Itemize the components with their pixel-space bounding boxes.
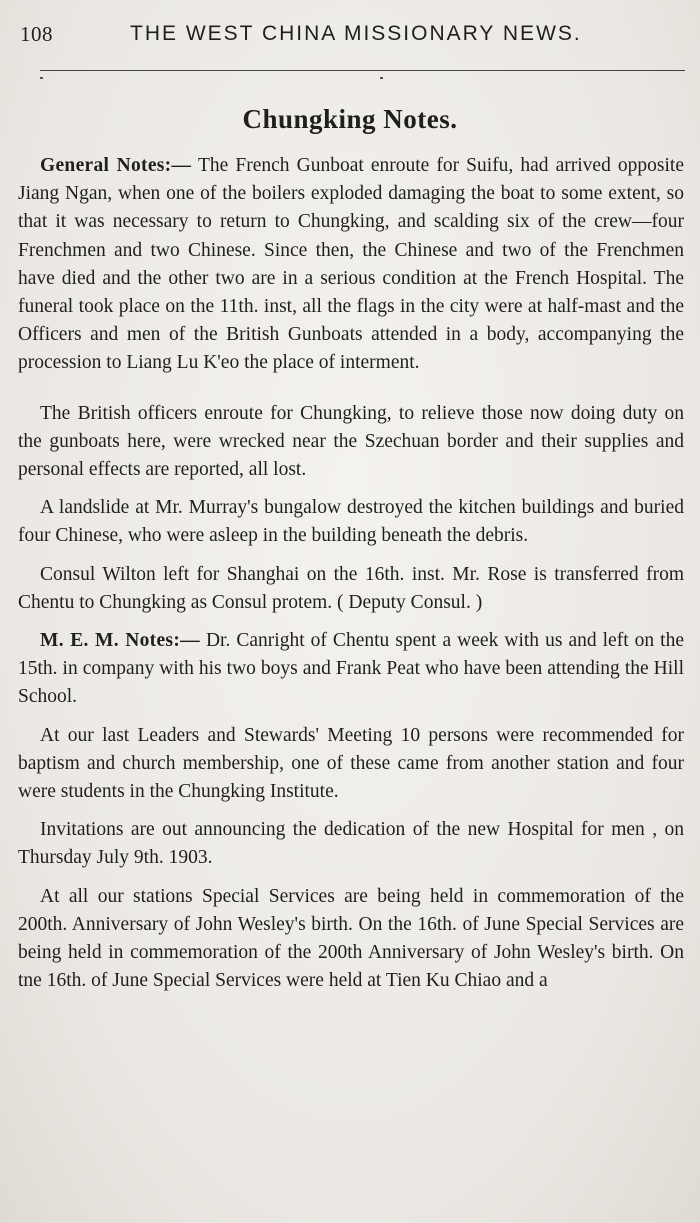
journal-title: THE WEST CHINA MISSIONARY NEWS.	[130, 22, 582, 45]
paragraph-text: At all our stations Special Services are being held in commemoration of the 200th. Anniversary of John Wesley's birth. On the 16th. of June Special Services are being held in commemoration of the 200th Anniversary of John Wesley's birth. On tne 16th. of June Special Services were held at Tien Ku Chiao and a	[18, 885, 684, 992]
section-title: Chungking Notes.	[242, 104, 458, 134]
paragraph-text: The French Gunboat enroute for Suifu, had arrived opposite Jiang Ngan, when one of the boilers exploded damaging the boat to some extent, so that it was necessary to return to Chungking, and scalding six of the crew—four Frenchmen and two Chinese. Since then, the Chinese and two of the Frenchmen have died and the other two are in a serious condition at the French Hospital. The funeral took place on the 11th. inst, all the flags in the city were at half-mast and the Officers and men of the British Gunboats attended in a body, accompanying the procession to Liang Lu K'eo the place of interment.	[18, 155, 684, 374]
paragraph-text: Invitations are out announcing the dedication of the new Hospital for men , on Thursday July 9th. 1903.	[18, 819, 684, 869]
paragraph-leaders-meeting	[18, 722, 684, 807]
article-body	[18, 152, 684, 1005]
header-rule	[40, 70, 685, 71]
paragraph-text: Dr. Canright of Chentu spent a week with us and left on the 15th. in company with his two boys and Frank Peat who have been attending the Hill School.	[18, 630, 685, 708]
paragraph-general-notes	[18, 152, 684, 378]
rule-mark-left	[40, 77, 43, 79]
paragraph-landslide	[18, 494, 684, 550]
paragraph-invitations	[18, 816, 684, 872]
paragraph-consul	[18, 561, 684, 617]
run-in-heading-general-notes: General Notes:—	[40, 155, 192, 176]
paragraph-text: At our last Leaders and Stewards' Meeting 10 persons were recommended for baptism and church membership, one of these came from another station and four were students in the Chungking Institute.	[18, 724, 684, 803]
paragraph-british-officers	[18, 400, 684, 485]
paragraph-special-services	[18, 883, 684, 996]
paragraph-text: A landslide at Mr. Murray's bungalow destroyed the kitchen buildings and buried four Chinese, who were asleep in the building beneath the debris.	[18, 497, 684, 547]
rule-mark-center	[380, 77, 383, 79]
page-number: 108	[20, 22, 53, 46]
running-head	[14, 22, 694, 56]
run-in-heading-mem-notes: M. E. M. Notes:—	[40, 630, 200, 652]
paragraph-text: Consul Wilton left for Shanghai on the 16th. inst. Mr. Rose is transferred from Chentu to Chungking as Consul protem. ( Deputy Consul. )	[18, 563, 684, 613]
paragraph-text: The British officers enroute for Chungking, to relieve those now doing duty on the gunboats here, were wrecked near the Szechuan border and their supplies and personal effects are reported, all lost.	[18, 402, 684, 481]
paragraph-mem-notes	[18, 627, 684, 712]
